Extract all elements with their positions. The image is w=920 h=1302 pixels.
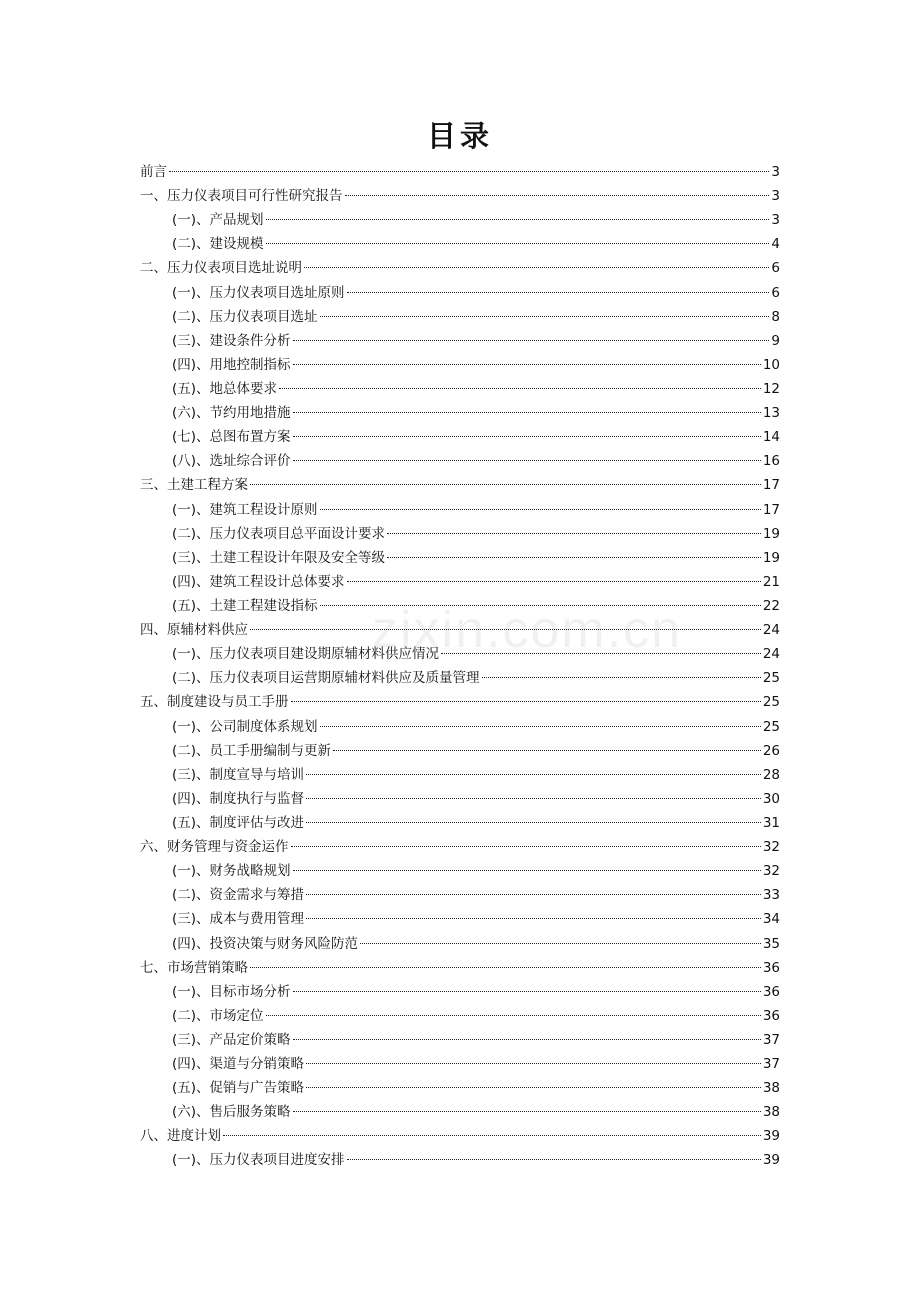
- table-of-contents: [140, 160, 780, 1173]
- dot-leader: [266, 243, 770, 244]
- toc-page-number: 6: [771, 284, 780, 301]
- toc-page-number: 37: [762, 1031, 780, 1048]
- toc-entry[interactable]: [140, 835, 780, 859]
- dot-leader: [293, 1111, 761, 1112]
- toc-page-number: 25: [762, 718, 780, 735]
- toc-entry-title: (三)、成本与费用管理: [172, 911, 305, 928]
- toc-subentry[interactable]: [140, 859, 780, 883]
- toc-entry-title: (二)、压力仪表项目运营期原辅材料供应及质量管理: [172, 670, 480, 687]
- toc-entry-title: (二)、压力仪表项目选址: [172, 308, 318, 325]
- toc-subentry[interactable]: [140, 353, 780, 377]
- toc-page-number: 32: [762, 839, 780, 856]
- toc-entry-title: (三)、制度宣导与培训: [172, 766, 305, 783]
- toc-entry-title: (四)、制度执行与监督: [172, 790, 305, 807]
- toc-page-number: 3: [771, 188, 780, 205]
- dot-leader: [266, 219, 770, 220]
- toc-page-number: 36: [762, 983, 780, 1000]
- toc-subentry[interactable]: [140, 811, 780, 835]
- toc-entry-title: (四)、用地控制指标: [172, 356, 291, 373]
- toc-entry-title: (四)、渠道与分销策略: [172, 1056, 305, 1073]
- toc-page-number: 25: [762, 670, 780, 687]
- dot-leader: [279, 388, 761, 389]
- dot-leader: [320, 605, 761, 606]
- toc-page-number: 28: [762, 766, 780, 783]
- toc-entry-title: 前言: [140, 164, 167, 180]
- toc-subentry[interactable]: [140, 377, 780, 401]
- toc-subentry[interactable]: [140, 1028, 780, 1052]
- toc-entry-title: (三)、土建工程设计年限及安全等级: [172, 549, 386, 566]
- toc-subentry[interactable]: [140, 763, 780, 787]
- dot-leader: [293, 870, 761, 871]
- toc-entry-title: 六、财务管理与资金运作: [140, 839, 289, 856]
- toc-page-number: 25: [762, 694, 780, 711]
- dot-leader: [347, 292, 770, 293]
- toc-entry-title: 二、压力仪表项目选址说明: [140, 260, 302, 277]
- toc-entry-title: (一)、目标市场分析: [172, 983, 291, 1000]
- dot-leader: [304, 267, 769, 268]
- toc-subentry[interactable]: [140, 546, 780, 570]
- dot-leader: [169, 171, 769, 172]
- toc-page-number: 9: [771, 332, 780, 349]
- toc-entry-title: (一)、公司制度体系规划: [172, 718, 318, 735]
- toc-subentry[interactable]: [140, 449, 780, 473]
- dot-leader: [293, 364, 761, 365]
- dot-leader: [306, 774, 761, 775]
- toc-page-number: 36: [762, 1007, 780, 1024]
- dot-leader: [293, 1039, 761, 1040]
- dot-leader: [347, 581, 761, 582]
- toc-page-number: 19: [762, 525, 780, 542]
- toc-entry[interactable]: [140, 690, 780, 714]
- toc-page-number: 21: [762, 573, 780, 590]
- toc-entry-title: (四)、投资决策与财务风险防范: [172, 935, 359, 952]
- dot-leader: [306, 1087, 761, 1088]
- toc-entry[interactable]: [140, 256, 780, 280]
- toc-entry-title: (二)、员工手册编制与更新: [172, 742, 332, 759]
- toc-entry-title: 三、土建工程方案: [140, 477, 248, 494]
- toc-page-number: 14: [762, 429, 780, 446]
- toc-subentry[interactable]: [140, 1100, 780, 1124]
- toc-page-number: 24: [762, 646, 780, 663]
- toc-subentry[interactable]: [140, 305, 780, 329]
- toc-entry-title: (五)、土建工程建设指标: [172, 597, 318, 614]
- toc-page-number: 17: [762, 501, 780, 518]
- toc-subentry[interactable]: [140, 980, 780, 1004]
- toc-page-number: 37: [762, 1056, 780, 1073]
- toc-entry-title: (二)、资金需求与筹措: [172, 887, 305, 904]
- toc-page-number: 8: [771, 308, 780, 325]
- dot-leader: [223, 1135, 761, 1136]
- toc-page-number: 3: [771, 212, 780, 229]
- toc-subentry[interactable]: [140, 1052, 780, 1076]
- toc-subentry[interactable]: [140, 281, 780, 305]
- toc-subentry[interactable]: [140, 425, 780, 449]
- toc-entry-title: 一、压力仪表项目可行性研究报告: [140, 188, 343, 205]
- dot-leader: [320, 726, 761, 727]
- watermark: zixin.com.cn: [372, 601, 683, 659]
- dot-leader: [250, 484, 761, 485]
- dot-leader: [360, 943, 761, 944]
- toc-subentry[interactable]: [140, 907, 780, 931]
- toc-entry-title: (五)、地总体要求: [172, 380, 278, 397]
- toc-page-number: 39: [762, 1128, 780, 1145]
- toc-entry-title: 四、原辅材料供应: [140, 622, 248, 639]
- toc-subentry[interactable]: [140, 666, 780, 690]
- toc-entry-title: 八、进度计划: [140, 1128, 221, 1145]
- toc-page-number: 35: [762, 935, 780, 952]
- toc-entry-title: (六)、售后服务策略: [172, 1104, 291, 1121]
- dot-leader: [306, 1063, 761, 1064]
- toc-entry-title: (一)、产品规划: [172, 212, 264, 229]
- toc-entry-title: (一)、压力仪表项目选址原则: [172, 284, 345, 301]
- dot-leader: [482, 677, 761, 678]
- toc-page-number: 13: [762, 405, 780, 422]
- toc-subentry[interactable]: [140, 883, 780, 907]
- dot-leader: [291, 701, 761, 702]
- toc-subentry[interactable]: [140, 715, 780, 739]
- toc-subentry[interactable]: [140, 1076, 780, 1100]
- toc-subentry[interactable]: [140, 522, 780, 546]
- dot-leader: [266, 1015, 761, 1016]
- dot-leader: [387, 557, 761, 558]
- toc-entry-title: 五、制度建设与员工手册: [140, 694, 289, 711]
- toc-entry[interactable]: [140, 160, 780, 184]
- toc-subentry[interactable]: [140, 1148, 780, 1172]
- dot-leader: [306, 918, 761, 919]
- toc-page-number: 24: [762, 622, 780, 639]
- toc-entry-title: (八)、选址综合评价: [172, 453, 291, 470]
- dot-leader: [320, 316, 770, 317]
- toc-page-number: 12: [762, 380, 780, 397]
- toc-entry-title: (七)、总图布置方案: [172, 429, 291, 446]
- toc-page-number: 38: [762, 1080, 780, 1097]
- dot-leader: [333, 750, 761, 751]
- toc-entry-title: 七、市场营销策略: [140, 959, 248, 976]
- dot-leader: [250, 967, 761, 968]
- dot-leader: [291, 846, 761, 847]
- toc-entry-title: (六)、节约用地措施: [172, 405, 291, 422]
- toc-entry-title: (二)、建设规模: [172, 236, 264, 253]
- toc-page-number: 32: [762, 863, 780, 880]
- toc-entry-title: (二)、压力仪表项目总平面设计要求: [172, 525, 386, 542]
- toc-page-number: 6: [771, 260, 780, 277]
- toc-subentry[interactable]: [140, 329, 780, 353]
- dot-leader: [293, 412, 761, 413]
- toc-page-number: 19: [762, 549, 780, 566]
- toc-subentry[interactable]: [140, 594, 780, 618]
- toc-entry-title: (三)、产品定价策略: [172, 1031, 291, 1048]
- dot-leader: [293, 340, 770, 341]
- page-title: 目录: [426, 119, 493, 153]
- toc-entry-title: (一)、压力仪表项目进度安排: [172, 1152, 345, 1169]
- toc-subentry[interactable]: [140, 787, 780, 811]
- toc-subentry[interactable]: [140, 570, 780, 594]
- toc-page-number: 36: [762, 959, 780, 976]
- toc-subentry[interactable]: [140, 932, 780, 956]
- toc-entry[interactable]: [140, 618, 780, 642]
- dot-leader: [306, 894, 761, 895]
- dot-leader: [250, 629, 761, 630]
- dot-leader: [441, 653, 761, 654]
- toc-subentry[interactable]: [140, 739, 780, 763]
- toc-subentry[interactable]: [140, 401, 780, 425]
- toc-page-number: 38: [762, 1104, 780, 1121]
- toc-page-number: 39: [762, 1152, 780, 1169]
- toc-subentry[interactable]: [140, 1004, 780, 1028]
- toc-page-number: 4: [771, 236, 780, 253]
- dot-leader: [347, 1159, 761, 1160]
- toc-page-number: 22: [762, 597, 780, 614]
- toc-subentry[interactable]: [140, 498, 780, 522]
- toc-page-number: 31: [762, 814, 780, 831]
- toc-entry-title: (一)、压力仪表项目建设期原辅材料供应情况: [172, 646, 440, 663]
- toc-page-number: 34: [762, 911, 780, 928]
- toc-entry[interactable]: [140, 956, 780, 980]
- toc-entry-title: (五)、制度评估与改进: [172, 814, 305, 831]
- toc-subentry[interactable]: [140, 232, 780, 256]
- toc-entry-title: (一)、建筑工程设计原则: [172, 501, 318, 518]
- toc-subentry[interactable]: [140, 642, 780, 666]
- toc-subentry[interactable]: [140, 208, 780, 232]
- toc-entry-title: (三)、建设条件分析: [172, 332, 291, 349]
- toc-page-number: 30: [762, 790, 780, 807]
- toc-entry[interactable]: [140, 473, 780, 497]
- toc-entry-title: (五)、促销与广告策略: [172, 1080, 305, 1097]
- dot-leader: [320, 509, 761, 510]
- dot-leader: [293, 460, 761, 461]
- toc-entry-title: (一)、财务战略规划: [172, 863, 291, 880]
- toc-page-number: 10: [762, 356, 780, 373]
- dot-leader: [293, 991, 761, 992]
- toc-page-number: 26: [762, 742, 780, 759]
- dot-leader: [306, 798, 761, 799]
- toc-entry[interactable]: [140, 1124, 780, 1148]
- toc-page-number: 3: [771, 164, 780, 180]
- toc-entry-title: (四)、建筑工程设计总体要求: [172, 573, 345, 590]
- toc-page-number: 16: [762, 453, 780, 470]
- toc-page-number: 17: [762, 477, 780, 494]
- dot-leader: [306, 822, 761, 823]
- toc-entry[interactable]: [140, 184, 780, 208]
- dot-leader: [345, 195, 770, 196]
- toc-entry-title: (二)、市场定位: [172, 1007, 264, 1024]
- toc-page-number: 33: [762, 887, 780, 904]
- dot-leader: [387, 533, 761, 534]
- dot-leader: [293, 436, 761, 437]
